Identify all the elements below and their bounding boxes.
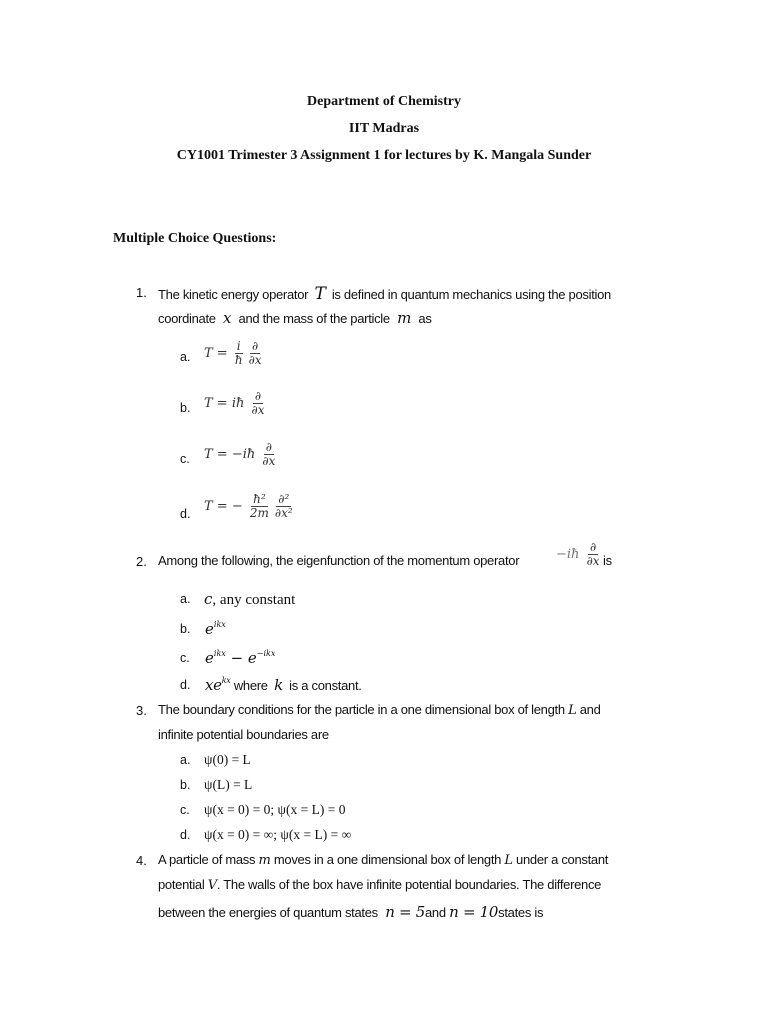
q1-number: 1. bbox=[136, 285, 147, 300]
q2-option-b-label: b. bbox=[180, 622, 191, 636]
q3-option-a: ψ(0) = L bbox=[204, 752, 251, 767]
q1-option-d-label: d. bbox=[180, 507, 191, 521]
q4-line2: potential V. The walls of the box have infinite potential boundaries. The difference bbox=[158, 877, 602, 893]
q1-option-b-formula: T = iħ $\frac{\partial}{\partial x}$ bbox=[204, 389, 265, 417]
q1-option-c-label: c. bbox=[180, 452, 190, 466]
q4-line3: between the energies of quantum states n = 5and n = 10states is bbox=[158, 903, 544, 921]
q3-line2: infinite potential boundaries are bbox=[158, 727, 329, 742]
q2-option-b-formula: $e^{ikx}$ bbox=[205, 620, 226, 638]
q2-option-a: c, any constant bbox=[204, 590, 296, 608]
department-title: Department of Chemistry bbox=[307, 94, 461, 109]
q3-option-d-label: d. bbox=[180, 828, 191, 842]
q4-line1: A particle of mass m moves in a one dimensional box of length L under a constant bbox=[158, 852, 609, 868]
section-title: Multiple Choice Questions: bbox=[113, 231, 277, 246]
q1-line1: The kinetic energy operator T is defined in quantum mechanics using the position bbox=[158, 284, 611, 304]
q1-option-a-formula: T = $\frac{i}{ħ}$ $\frac{\partial}{\partial x}$ bbox=[204, 339, 262, 367]
q3-option-c: ψ(x = 0) = 0; ψ(x = L) = 0 bbox=[204, 802, 346, 817]
institute-title: IIT Madras bbox=[348, 121, 420, 136]
q2-option-c-formula: $e^{ikx} - e^{-ikx}$ bbox=[205, 649, 276, 667]
q1-symbol-T: T bbox=[314, 284, 326, 304]
q4-number: 4. bbox=[136, 853, 147, 868]
q1-symbol-x: x bbox=[223, 309, 232, 327]
course-title: CY1001 Trimester 3 Assignment 1 for lectures by K. Mangala Sunder bbox=[176, 148, 592, 163]
q2-option-c-label: c. bbox=[180, 651, 190, 665]
q3-option-d: ψ(x = 0) = ∞; ψ(x = L) = ∞ bbox=[204, 827, 352, 842]
q3-option-a-label: a. bbox=[180, 753, 191, 767]
q1-option-c-formula: T = −iħ $\frac{\partial}{\partial x}$ bbox=[204, 440, 276, 468]
q3-number: 3. bbox=[136, 703, 147, 718]
q2-is: is bbox=[603, 553, 612, 568]
q1-option-a-label: a. bbox=[180, 350, 191, 364]
q2-operator: −iħ $\frac{\partial}{\partial x}$ bbox=[556, 540, 600, 568]
q3-option-c-label: c. bbox=[180, 803, 190, 817]
q2-option-d-label: d. bbox=[180, 678, 191, 692]
q3-option-b-label: b. bbox=[180, 778, 191, 792]
q1-option-d-formula: T = − $\frac{\text{ħ²}}{2m}$ $\frac{\text{∂²}}{\text{∂x²}}$ bbox=[204, 492, 293, 520]
q1-option-b-label: b. bbox=[180, 401, 191, 415]
q1-symbol-m: m bbox=[397, 309, 412, 327]
q1-line2: coordinate x and the mass of the particle m as bbox=[158, 309, 432, 327]
q2-option-d: $xe^{kx}$ where k is a constant. bbox=[205, 676, 362, 694]
q2-option-a-label: a. bbox=[180, 592, 191, 606]
q2-number: 2. bbox=[136, 554, 147, 569]
q3-line1: The boundary conditions for the particle in a one dimensional box of length L and bbox=[158, 702, 601, 718]
q3-option-b: ψ(L) = L bbox=[204, 777, 253, 792]
q2-line1: Among the following, the eigenfunction of the momentum operator bbox=[158, 553, 520, 568]
